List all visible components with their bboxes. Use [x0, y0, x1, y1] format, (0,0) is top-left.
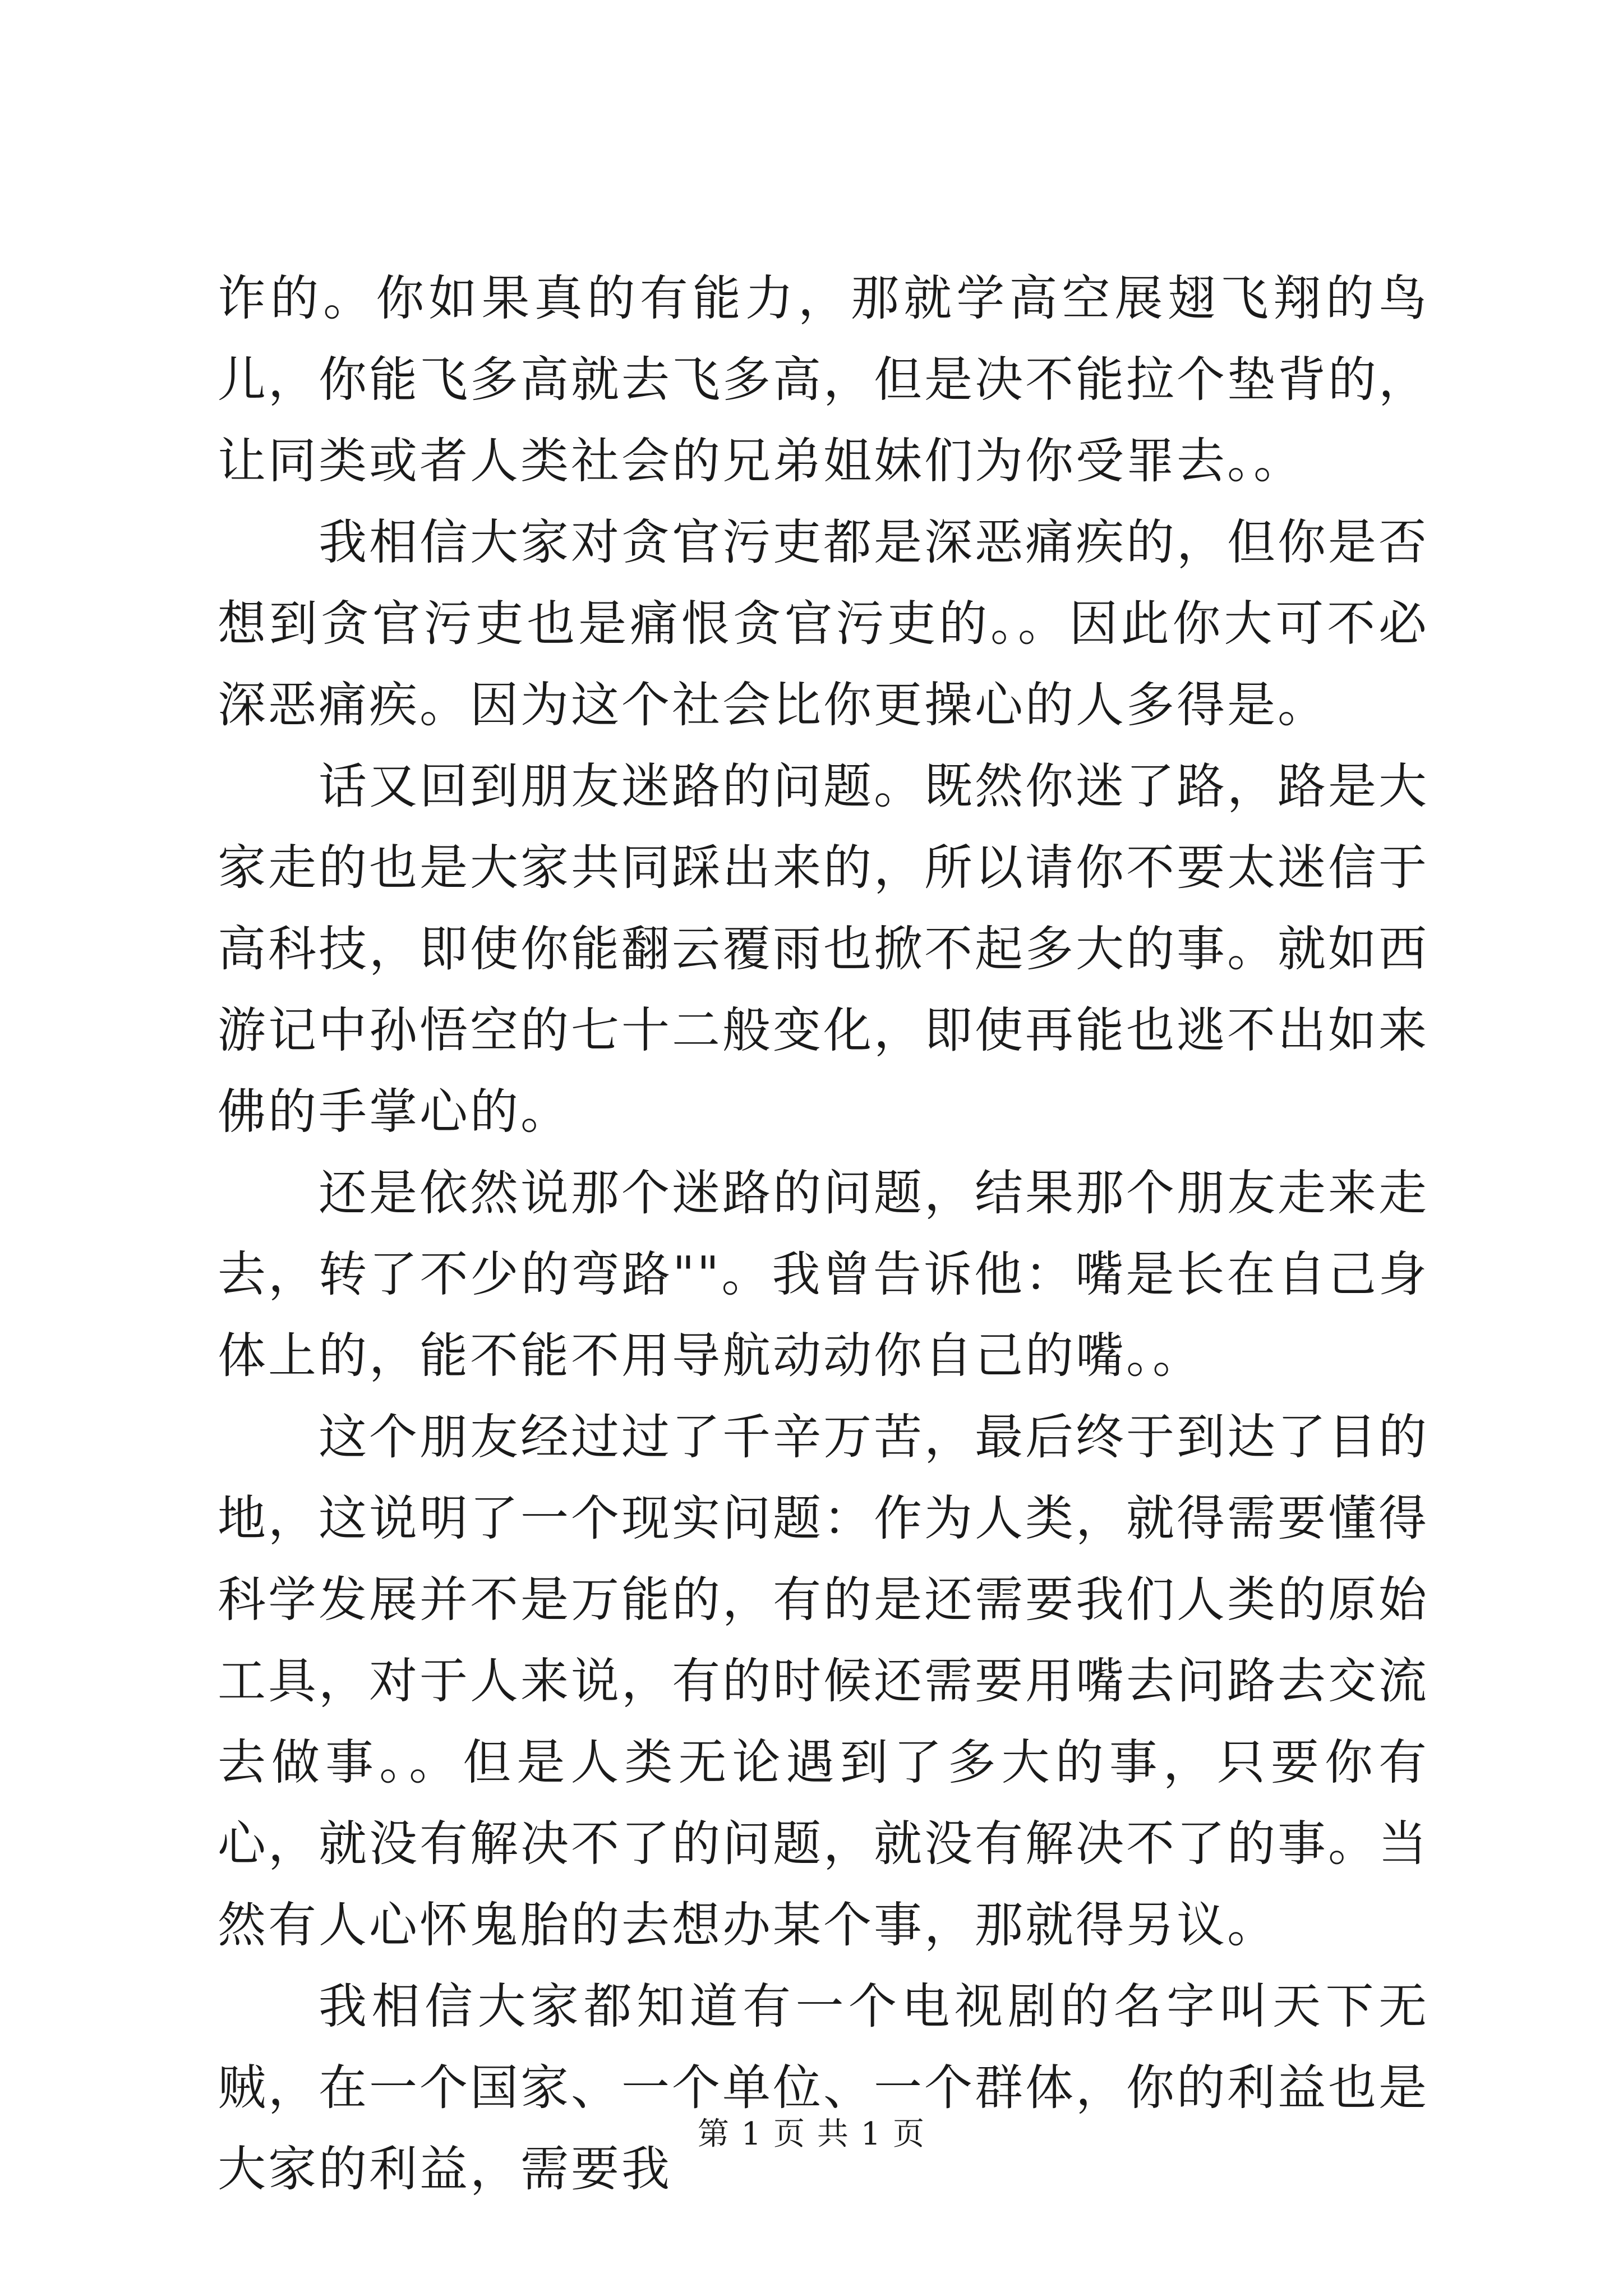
paragraph-3: 话又回到朋友迷路的问题。既然你迷了路，路是大家走的也是大家共同踩出来的，所以请你不要太迷信于高科技，即使你能翻云覆雨也掀不起多大的事。就如西游记中孙悟空的七十二般变化，即使再能也逃不出如来佛的手掌心的。 — [218, 758, 1429, 1140]
paragraph-4: 还是依然说那个迷路的问题，结果那个朋友走来走去，转了不少的弯路""。我曾告诉他：嘴是长在自己身体上的，能不能不用导航动动你自己的嘴。。 — [218, 1165, 1429, 1384]
paragraph-6: 我相信大家都知道有一个电视剧的名字叫天下无贼，在一个国家、一个单位、一个群体，你的利益也是大家的利益，需要我 — [218, 1978, 1429, 2197]
paragraph-1: 诈的。你如果真的有能力，那就学高空展翅飞翔的鸟儿，你能飞多高就去飞多高，但是决不能拉个垫背的，让同类或者人类社会的兄弟姐妹们为你受罪去。。 — [218, 270, 1429, 489]
body-text — [218, 258, 1429, 2210]
paragraph-2: 我相信大家对贪官污吏都是深恶痛疾的，但你是否想到贪官污吏也是痛恨贪官污吏的。。因此你大可不必深恶痛疾。因为这个社会比你更操心的人多得是。 — [218, 514, 1429, 733]
paragraph-5: 这个朋友经过过了千辛万苦，最后终于到达了目的地，这说明了一个现实问题：作为人类，就得需要懂得科学发展并不是万能的，有的是还需要我们人类的原始工具，对于人来说，有的时候还需要用嘴去问路去交流去做事。。但是人类无论遇到了多大的事，只要你有心，就没有解决不了的问题，就没有解决不了的事。当然有人心怀鬼胎的去想办某个事，那就得另议。 — [218, 1409, 1429, 1953]
page-footer: 第 1 页 共 1 页 — [697, 2116, 926, 2152]
